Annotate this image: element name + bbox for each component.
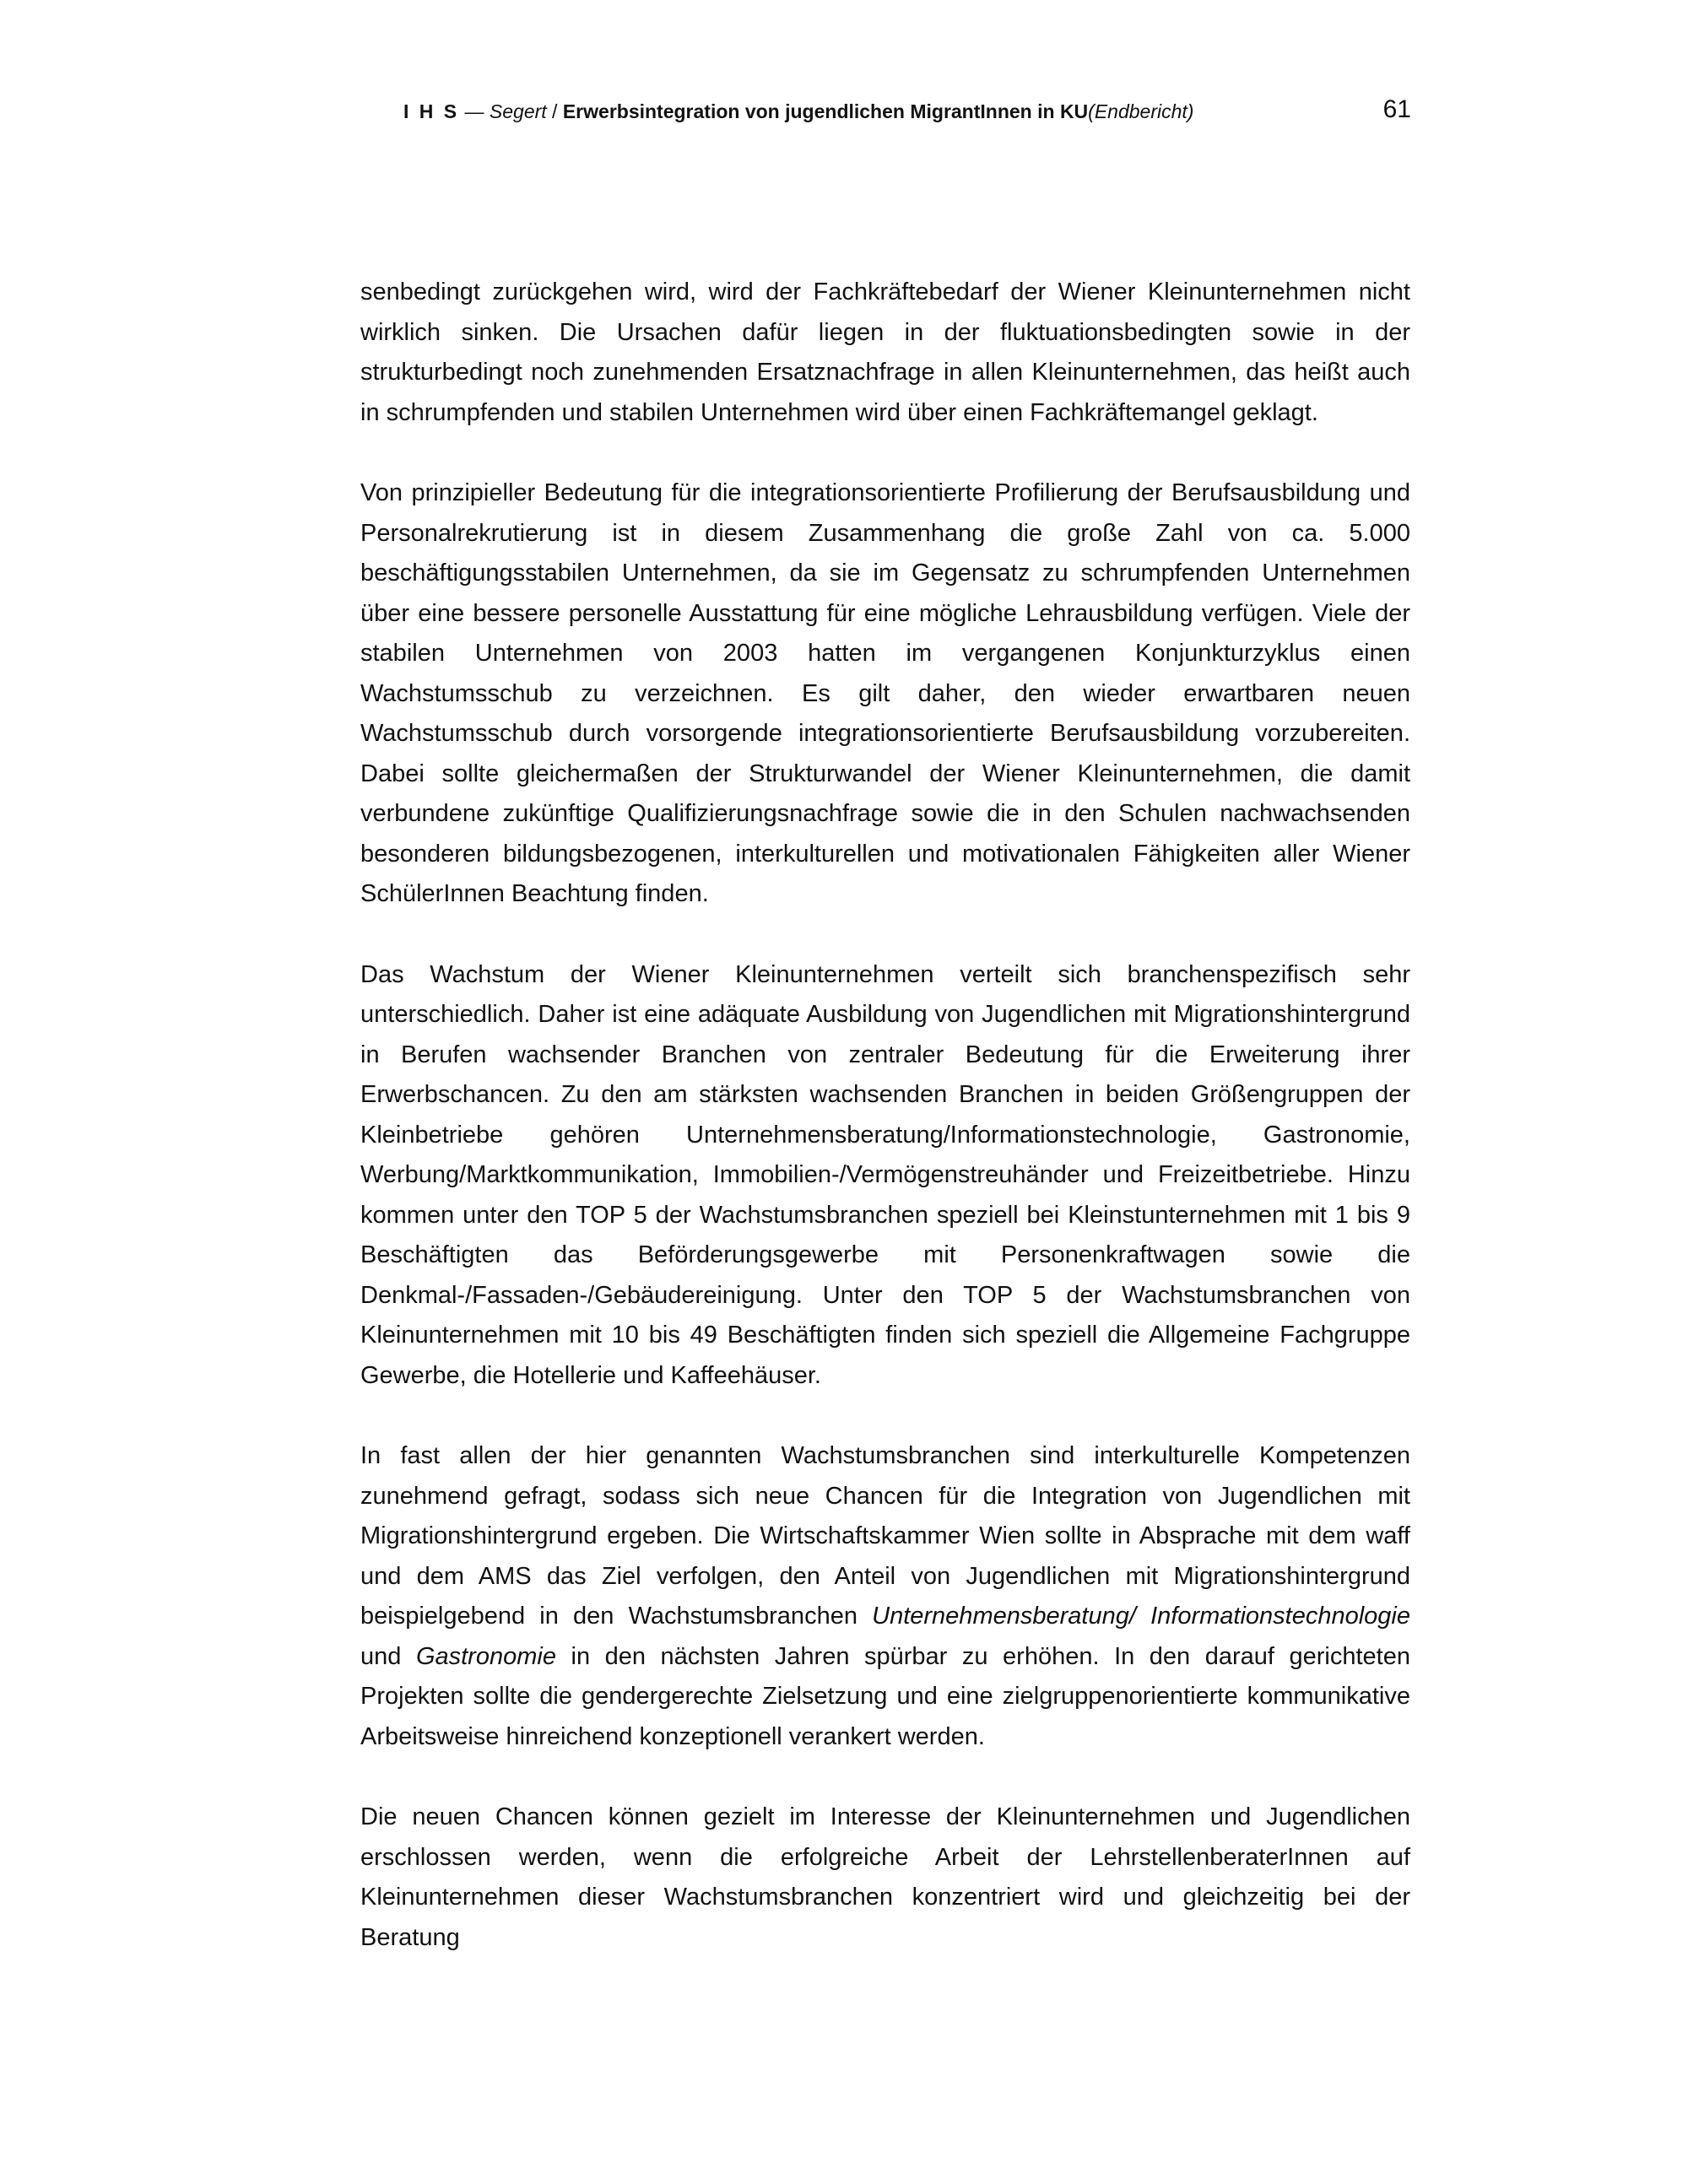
paragraph-3: Das Wachstum der Wiener Kleinunternehmen verteilt sich branchenspezifisch sehr unterschiedlich. Daher ist eine adäquate Ausbildung von Jugendlichen mit Migrationshintergrund in Berufen wachsender Branchen von zentraler Bedeutung für die Erweiterung ihrer Erwerbschancen. Zu den am stärksten wachsenden Branchen in beiden Größengruppen der Kleinbetriebe gehören Unternehmensberatung/Informationstechnologie, Gastronomie, Werbung/Marktkommunikation, Immobilien-/Vermögenstreuhänder und Freizeitbetriebe. Hinzu kommen unter den TOP 5 der Wachstumsbranchen speziell bei Kleinstunternehmen mit 1 bis 9 Beschäftigten das Beförderungsgewerbe mit Personenkraftwagen sowie die Denkmal-/Fassaden-/Gebäudereinigung. Unter den TOP 5 der Wachstumsbranchen von Kleinunternehmen mit 10 bis 49 Beschäftigten finden sich speziell die Allgemeine Fachgruppe Gewerbe, die Hotellerie und Kaffeehäuser. (360, 960, 1410, 1389)
paragraph-4-part-3: in den nächsten Jahren spürbar zu erhöhen. In den darauf gerichteten Projekten sollte die gendergerechte Zielsetzung und eine zielgruppenorientierte kommunikative Arbeitsweise hinreichend konzeptionell verankert werden. (360, 1642, 1410, 1750)
page-number: 61 (1382, 95, 1411, 123)
paragraph-2: Von prinzipieller Bedeutung für die integrationsorientierte Profilierung der Berufsausbildung und Personalrekrutierung ist in diesem Zusammenhang die große Zahl von ca. 5.000 beschäftigungsstabilen Unternehmen, da sie im Gegensatz zu schrumpfenden Unternehmen über eine bessere personelle Ausstattung für eine mögliche Lehrausbildung verfügen. Viele der stabilen Unternehmen von 2003 hatten im vergangenen Konjunkturzyklus einen Wachstumsschub zu verzeichnen. Es gilt daher, den wieder erwartbaren neuen Wachstumsschub durch vorsorgende integrationsorientierte Berufsausbildung vorzubereiten. Dabei sollte gleichermaßen der Strukturwandel der Wiener Kleinunternehmen, die damit verbundene zukünftige Qualifizierungsnachfrage sowie die in den Schulen nachwachsenden besonderen bildungsbezogenen, interkulturellen und motivationalen Fähigkeiten aller Wiener SchülerInnen Beachtung finden. (360, 479, 1410, 907)
paragraph-4-italic-2: Gastronomie (415, 1642, 556, 1670)
header-title: Erwerbsintegration von jugendlichen MigrantInnen in KU (562, 100, 1089, 122)
paragraph-5: Die neuen Chancen können gezielt im Interesse der Kleinunternehmen und Jugendlichen erschlossen werden, wenn die erfolgreiche Arbeit der LehrstellenberaterInnen auf Kleinunternehmen dieser Wachstumsbranchen konzentriert wird und gleichzeitig bei der Beratung (360, 1803, 1410, 1951)
running-header (403, 93, 1416, 130)
paragraph-4-part-2: und (360, 1642, 416, 1670)
header-dash: — (459, 100, 490, 122)
paragraph-4-part-1: In fast allen der hier genannten Wachstumsbranchen sind interkulturelle Kompetenzen zunehmend gefragt, sodass sich neue Chancen für die Integration von Jugendlichen mit Migrationshintergrund ergeben. Die Wirtschaftskammer Wien sollte in Absprache mit dem waff und dem AMS das Ziel verfolgen, den Anteil von Jugendlichen mit Migrationshintergrund beispielgebend in den Wachstumsbranchen (360, 1442, 1410, 1630)
header-subtitle: (Endbericht) (1088, 100, 1194, 122)
paragraph-4-italic-1: Unternehmensberatung/ Informationstechnologie (872, 1603, 1410, 1630)
header-slash: / (546, 100, 563, 122)
body-text (360, 273, 1410, 1998)
header-org: I H S (403, 100, 460, 122)
paragraph-4 (360, 1436, 1410, 1757)
paragraph-1: senbedingt zurückgehen wird, wird der Fachkräftebedarf der Wiener Kleinunternehmen nicht wirklich sinken. Die Ursachen dafür liegen in der fluktuationsbedingten sowie in der strukturbedingt noch zunehmenden Ersatznachfrage in allen Kleinunternehmen, das heißt auch in schrumpfenden und stabilen Unternehmen wird über einen Fachkräftemangel geklagt. (360, 278, 1410, 426)
header-author: Segert (489, 100, 547, 122)
